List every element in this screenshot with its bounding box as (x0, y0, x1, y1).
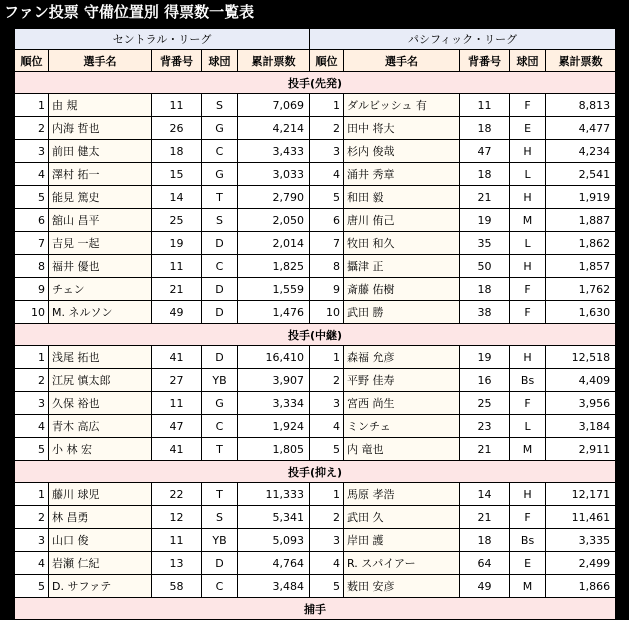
pacific-votes-cell: 1,919 (546, 186, 616, 209)
central-votes-cell: 5,341 (238, 506, 310, 529)
central-team-cell: G (202, 163, 238, 186)
pacific-name-cell: 馬原 孝浩 (344, 483, 460, 506)
section-title: 捕手 (15, 598, 616, 620)
pacific-name-cell: 武田 久 (344, 506, 460, 529)
pacific-number-cell: 25 (460, 392, 510, 415)
central-name-cell: 林 昌勇 (49, 506, 152, 529)
pacific-team-cell: M (510, 575, 546, 598)
central-votes-cell: 3,433 (238, 140, 310, 163)
pacific-votes-cell: 3,335 (546, 529, 616, 552)
central-team-cell: T (202, 438, 238, 461)
central-votes-cell: 3,334 (238, 392, 310, 415)
central-name-cell: 江尻 慎太郎 (49, 369, 152, 392)
central-votes-cell: 5,093 (238, 529, 310, 552)
pacific-name-cell: 薮田 安彦 (344, 575, 460, 598)
table-row (15, 186, 616, 209)
central-team-cell: D (202, 278, 238, 301)
central-rank-cell: 10 (15, 301, 49, 324)
central-team-cell: C (202, 140, 238, 163)
pacific-rank-cell: 3 (310, 529, 344, 552)
pacific-rank-cell: 1 (310, 346, 344, 369)
central-team-cell: C (202, 415, 238, 438)
central-team-cell: D (202, 346, 238, 369)
central-votes-cell: 4,764 (238, 552, 310, 575)
central-name-cell: 小 林 宏 (49, 438, 152, 461)
pacific-votes-cell: 1,866 (546, 575, 616, 598)
league-header-row (15, 29, 616, 50)
central-rank-cell: 4 (15, 415, 49, 438)
table-row (15, 506, 616, 529)
pacific-votes-cell: 12,518 (546, 346, 616, 369)
central-rank-cell: 9 (15, 278, 49, 301)
pacific-number-cell: 11 (460, 94, 510, 117)
name-header: 選手名 (49, 50, 152, 72)
pacific-name-cell: 内 竜也 (344, 438, 460, 461)
pacific-team-cell: F (510, 94, 546, 117)
table-row (15, 278, 616, 301)
pacific-number-cell: 19 (460, 209, 510, 232)
pacific-rank-cell: 8 (310, 255, 344, 278)
pacific-votes-cell: 8,813 (546, 94, 616, 117)
central-team-cell: D (202, 232, 238, 255)
pacific-name-cell: 和田 毅 (344, 186, 460, 209)
pacific-votes-cell: 11,461 (546, 506, 616, 529)
pacific-votes-cell: 4,409 (546, 369, 616, 392)
pacific-number-cell: 50 (460, 255, 510, 278)
central-number-cell: 41 (152, 438, 202, 461)
central-rank-cell: 1 (15, 94, 49, 117)
pacific-number-cell: 18 (460, 117, 510, 140)
table-row (15, 140, 616, 163)
central-rank-cell: 1 (15, 483, 49, 506)
table-row (15, 255, 616, 278)
central-rank-cell: 5 (15, 186, 49, 209)
central-team-cell: S (202, 506, 238, 529)
central-rank-cell: 5 (15, 438, 49, 461)
pacific-name-cell: R. スパイアー (344, 552, 460, 575)
pacific-team-cell: H (510, 186, 546, 209)
pacific-votes-cell: 3,184 (546, 415, 616, 438)
central-name-cell: 青木 高広 (49, 415, 152, 438)
pacific-number-cell: 23 (460, 415, 510, 438)
central-team-cell: C (202, 575, 238, 598)
pacific-votes-cell: 1,862 (546, 232, 616, 255)
pacific-team-cell: F (510, 506, 546, 529)
central-number-cell: 18 (152, 140, 202, 163)
table-row (15, 392, 616, 415)
central-rank-cell: 3 (15, 529, 49, 552)
central-team-cell: T (202, 186, 238, 209)
section-header-row (15, 598, 616, 620)
table-row (15, 232, 616, 255)
central-number-cell: 14 (152, 186, 202, 209)
central-team-cell: C (202, 255, 238, 278)
central-votes-cell: 7,069 (238, 94, 310, 117)
team-header: 球団 (202, 50, 238, 72)
central-league-header: セントラル・リーグ (15, 29, 310, 50)
central-rank-cell: 2 (15, 506, 49, 529)
central-name-cell: 前田 健太 (49, 140, 152, 163)
central-number-cell: 49 (152, 301, 202, 324)
central-name-cell: チェン (49, 278, 152, 301)
pacific-name-cell: 森福 允彦 (344, 346, 460, 369)
pacific-name-cell: 平野 佳寿 (344, 369, 460, 392)
section-title: 投手(先発) (15, 72, 616, 94)
pacific-votes-cell: 2,541 (546, 163, 616, 186)
central-votes-cell: 2,014 (238, 232, 310, 255)
central-name-cell: 福井 優也 (49, 255, 152, 278)
central-team-cell: YB (202, 369, 238, 392)
section-header-row (15, 72, 616, 94)
pacific-votes-cell: 1,887 (546, 209, 616, 232)
pacific-name-cell: 斎藤 佑樹 (344, 278, 460, 301)
central-name-cell: 能見 篤史 (49, 186, 152, 209)
pacific-team-cell: H (510, 483, 546, 506)
pacific-rank-cell: 4 (310, 552, 344, 575)
pacific-votes-cell: 2,911 (546, 438, 616, 461)
central-name-cell: M. ネルソン (49, 301, 152, 324)
central-rank-cell: 2 (15, 117, 49, 140)
central-name-cell: 舘山 昌平 (49, 209, 152, 232)
pacific-team-cell: M (510, 209, 546, 232)
pacific-number-cell: 47 (460, 140, 510, 163)
central-team-cell: S (202, 209, 238, 232)
pacific-name-cell: 牧田 和久 (344, 232, 460, 255)
central-number-cell: 15 (152, 163, 202, 186)
central-rank-cell: 6 (15, 209, 49, 232)
table-row (15, 94, 616, 117)
central-votes-cell: 2,050 (238, 209, 310, 232)
pacific-rank-cell: 7 (310, 232, 344, 255)
section-title: 投手(抑え) (15, 461, 616, 483)
central-votes-cell: 4,214 (238, 117, 310, 140)
pacific-team-cell: F (510, 278, 546, 301)
table-row (15, 369, 616, 392)
table-row (15, 552, 616, 575)
central-name-cell: 久保 裕也 (49, 392, 152, 415)
central-rank-cell: 8 (15, 255, 49, 278)
central-number-cell: 21 (152, 278, 202, 301)
central-team-cell: D (202, 301, 238, 324)
central-name-cell: D. サファテ (49, 575, 152, 598)
central-name-cell: 浅尾 拓也 (49, 346, 152, 369)
table-body (15, 72, 616, 620)
central-votes-cell: 1,825 (238, 255, 310, 278)
page-title: ファン投票 守備位置別 得票数一覧表 (4, 3, 255, 21)
pacific-team-cell: F (510, 392, 546, 415)
central-number-cell: 47 (152, 415, 202, 438)
central-number-cell: 11 (152, 94, 202, 117)
pacific-votes-cell: 12,171 (546, 483, 616, 506)
pacific-team-cell: E (510, 552, 546, 575)
table-row (15, 163, 616, 186)
table-row (15, 575, 616, 598)
pacific-team-cell: H (510, 255, 546, 278)
pacific-league-header: パシフィック・リーグ (310, 29, 616, 50)
name-header: 選手名 (344, 50, 460, 72)
central-number-cell: 12 (152, 506, 202, 529)
pacific-rank-cell: 3 (310, 392, 344, 415)
central-rank-cell: 3 (15, 140, 49, 163)
central-number-cell: 13 (152, 552, 202, 575)
central-number-cell: 58 (152, 575, 202, 598)
central-votes-cell: 1,559 (238, 278, 310, 301)
pacific-rank-cell: 2 (310, 506, 344, 529)
table-row (15, 529, 616, 552)
pacific-name-cell: 攝津 正 (344, 255, 460, 278)
table-row (15, 438, 616, 461)
pacific-number-cell: 21 (460, 506, 510, 529)
vote-table (14, 28, 616, 620)
central-rank-cell: 4 (15, 163, 49, 186)
pacific-team-cell: M (510, 438, 546, 461)
pacific-name-cell: ダルビッシュ 有 (344, 94, 460, 117)
pacific-votes-cell: 1,762 (546, 278, 616, 301)
pacific-name-cell: 宮西 尚生 (344, 392, 460, 415)
pacific-rank-cell: 4 (310, 415, 344, 438)
pacific-team-cell: L (510, 415, 546, 438)
central-team-cell: G (202, 392, 238, 415)
central-number-cell: 19 (152, 232, 202, 255)
central-number-cell: 11 (152, 529, 202, 552)
votes-header: 累計票数 (546, 50, 616, 72)
pacific-number-cell: 38 (460, 301, 510, 324)
pacific-team-cell: H (510, 346, 546, 369)
pacific-rank-cell: 10 (310, 301, 344, 324)
central-rank-cell: 4 (15, 552, 49, 575)
pacific-rank-cell: 1 (310, 483, 344, 506)
central-name-cell: 内海 哲也 (49, 117, 152, 140)
pacific-number-cell: 35 (460, 232, 510, 255)
central-votes-cell: 3,484 (238, 575, 310, 598)
column-header-row (15, 50, 616, 72)
pacific-rank-cell: 5 (310, 438, 344, 461)
pacific-team-cell: H (510, 140, 546, 163)
number-header: 背番号 (152, 50, 202, 72)
table-row (15, 483, 616, 506)
section-header-row (15, 324, 616, 346)
pacific-number-cell: 14 (460, 483, 510, 506)
pacific-team-cell: Bs (510, 369, 546, 392)
pacific-name-cell: 武田 勝 (344, 301, 460, 324)
central-team-cell: S (202, 94, 238, 117)
pacific-name-cell: 杉内 俊哉 (344, 140, 460, 163)
pacific-rank-cell: 4 (310, 163, 344, 186)
rank-header: 順位 (310, 50, 344, 72)
pacific-votes-cell: 2,499 (546, 552, 616, 575)
pacific-votes-cell: 4,477 (546, 117, 616, 140)
central-number-cell: 27 (152, 369, 202, 392)
central-name-cell: 澤村 拓一 (49, 163, 152, 186)
section-title: 投手(中継) (15, 324, 616, 346)
vote-table-container (14, 28, 616, 620)
pacific-rank-cell: 2 (310, 369, 344, 392)
pacific-number-cell: 21 (460, 186, 510, 209)
pacific-votes-cell: 3,956 (546, 392, 616, 415)
pacific-name-cell: ミンチェ (344, 415, 460, 438)
central-name-cell: 岩瀬 仁紀 (49, 552, 152, 575)
pacific-team-cell: Bs (510, 529, 546, 552)
table-row (15, 415, 616, 438)
central-votes-cell: 1,924 (238, 415, 310, 438)
pacific-rank-cell: 6 (310, 209, 344, 232)
central-rank-cell: 5 (15, 575, 49, 598)
table-row (15, 346, 616, 369)
central-number-cell: 25 (152, 209, 202, 232)
central-name-cell: 山口 俊 (49, 529, 152, 552)
central-votes-cell: 16,410 (238, 346, 310, 369)
central-votes-cell: 1,476 (238, 301, 310, 324)
pacific-name-cell: 涌井 秀章 (344, 163, 460, 186)
pacific-team-cell: E (510, 117, 546, 140)
central-number-cell: 41 (152, 346, 202, 369)
rank-header: 順位 (15, 50, 49, 72)
central-name-cell: 吉見 一起 (49, 232, 152, 255)
pacific-number-cell: 21 (460, 438, 510, 461)
pacific-number-cell: 19 (460, 346, 510, 369)
central-rank-cell: 7 (15, 232, 49, 255)
pacific-name-cell: 田中 将大 (344, 117, 460, 140)
central-name-cell: 藤川 球児 (49, 483, 152, 506)
pacific-number-cell: 64 (460, 552, 510, 575)
number-header: 背番号 (460, 50, 510, 72)
pacific-number-cell: 49 (460, 575, 510, 598)
pacific-votes-cell: 1,630 (546, 301, 616, 324)
central-rank-cell: 2 (15, 369, 49, 392)
central-rank-cell: 3 (15, 392, 49, 415)
central-votes-cell: 1,805 (238, 438, 310, 461)
pacific-rank-cell: 3 (310, 140, 344, 163)
pacific-number-cell: 16 (460, 369, 510, 392)
pacific-team-cell: F (510, 301, 546, 324)
central-team-cell: G (202, 117, 238, 140)
pacific-number-cell: 18 (460, 278, 510, 301)
pacific-votes-cell: 1,857 (546, 255, 616, 278)
pacific-name-cell: 岸田 護 (344, 529, 460, 552)
central-number-cell: 11 (152, 255, 202, 278)
votes-header: 累計票数 (238, 50, 310, 72)
central-votes-cell: 2,790 (238, 186, 310, 209)
pacific-rank-cell: 5 (310, 575, 344, 598)
pacific-rank-cell: 2 (310, 117, 344, 140)
pacific-votes-cell: 4,234 (546, 140, 616, 163)
central-number-cell: 22 (152, 483, 202, 506)
pacific-name-cell: 唐川 侑己 (344, 209, 460, 232)
central-number-cell: 26 (152, 117, 202, 140)
central-team-cell: T (202, 483, 238, 506)
pacific-rank-cell: 1 (310, 94, 344, 117)
pacific-rank-cell: 5 (310, 186, 344, 209)
central-votes-cell: 3,033 (238, 163, 310, 186)
central-votes-cell: 11,333 (238, 483, 310, 506)
central-number-cell: 11 (152, 392, 202, 415)
pacific-number-cell: 18 (460, 529, 510, 552)
central-name-cell: 由 規 (49, 94, 152, 117)
pacific-team-cell: L (510, 232, 546, 255)
table-row (15, 301, 616, 324)
pacific-number-cell: 18 (460, 163, 510, 186)
central-votes-cell: 3,907 (238, 369, 310, 392)
central-team-cell: D (202, 552, 238, 575)
pacific-rank-cell: 9 (310, 278, 344, 301)
central-team-cell: YB (202, 529, 238, 552)
table-row (15, 209, 616, 232)
central-rank-cell: 1 (15, 346, 49, 369)
table-row (15, 117, 616, 140)
section-header-row (15, 461, 616, 483)
team-header: 球団 (510, 50, 546, 72)
pacific-team-cell: L (510, 163, 546, 186)
